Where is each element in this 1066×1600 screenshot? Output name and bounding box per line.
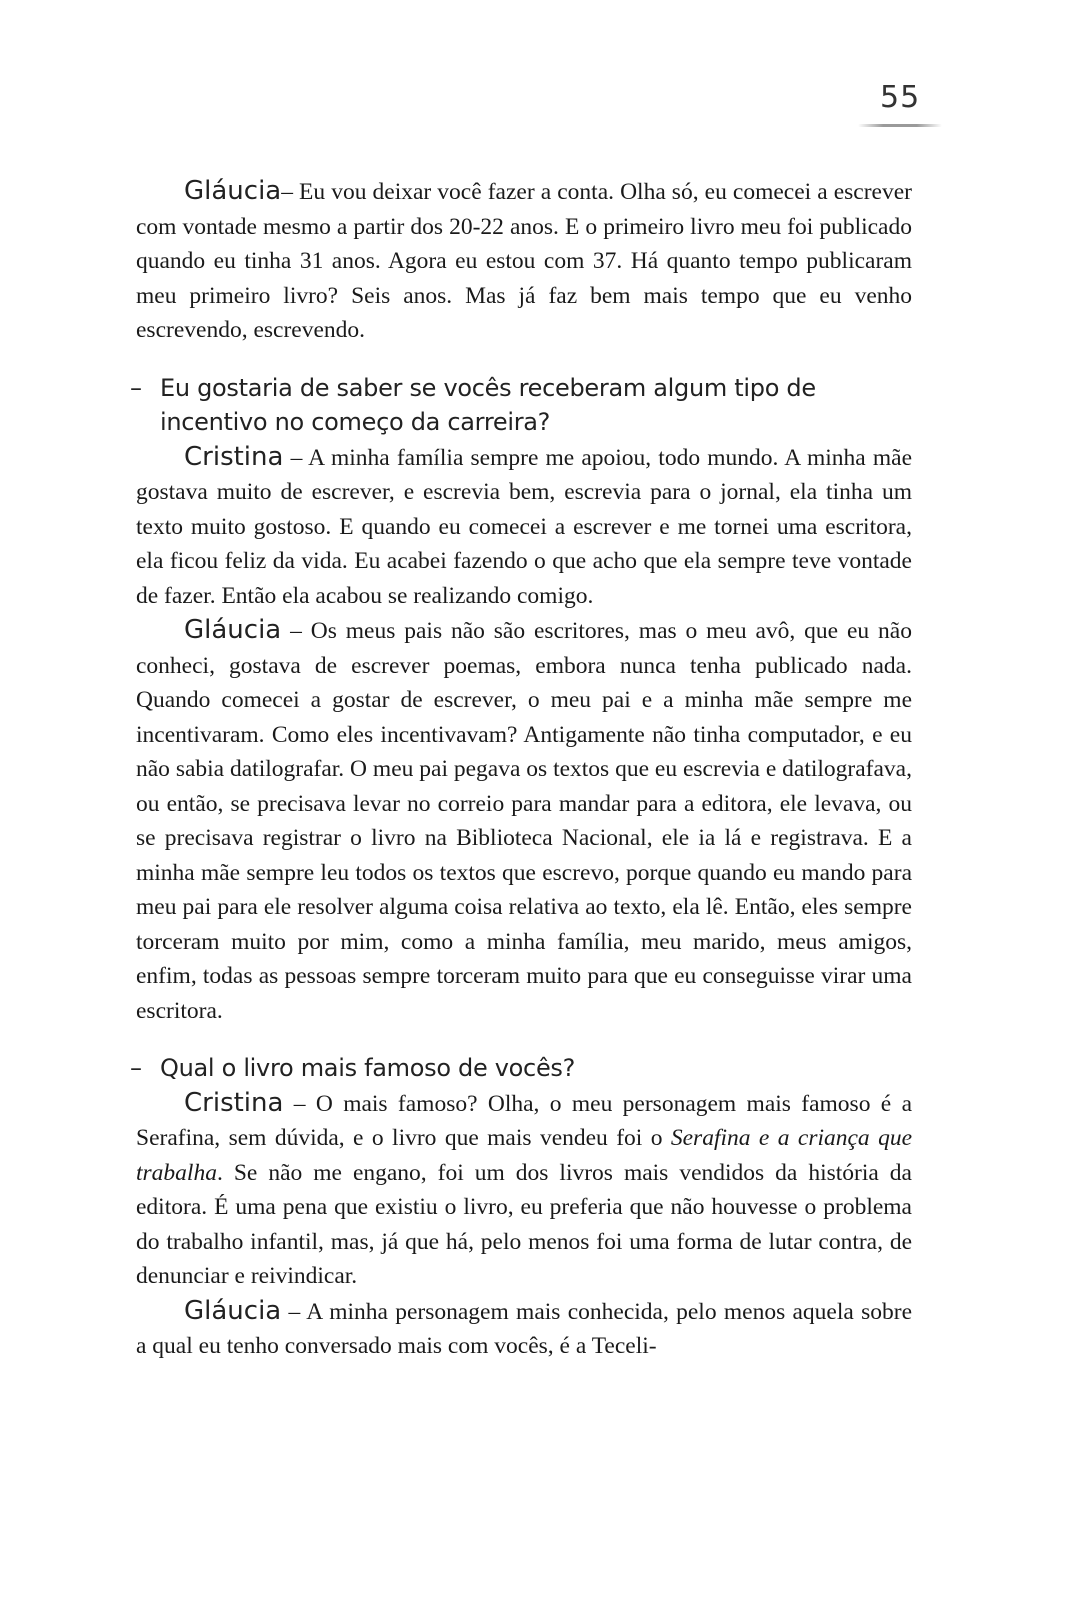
paragraph-text: – Os meus pais não são escritores, mas o meu avô, que eu não conheci, gostava de escrever poemas, embora nunca tenha publicado nada. Quando comecei a gostar de escrever, o meu pai e a minha mãe sempre me incentivaram. Como eles incentivavam? Antigamente não tinha computador, e eu não sabia datilografar. O meu pai pegava os textos que eu escrevia e datilografava, ou então, se precisava levar no correio para mandar para a editora, ele levava, ou se precisava registrar o livro na Biblioteca Nacional, ele ia lá e registrava. E a minha mãe sempre leu todos os textos que escrevo, porque quando eu mando para meu pai para ele resolver alguma coisa relativa ao texto, ela lê. Então, eles sempre torceram muito por mim, como a minha família, meu marido, meus amigos, enfim, todas as pessoas sempre torceram muito para que eu conseguisse virar uma escritora.	[136, 618, 912, 1024]
speaker-name: Gláucia	[184, 176, 282, 206]
page-number: 55	[880, 80, 921, 115]
interview-question-2	[130, 1051, 912, 1086]
paragraph-glaucia-2	[136, 613, 912, 1028]
speaker-name: Gláucia	[184, 1295, 282, 1326]
paragraph-text: – Eu vou deixar você fazer a conta. Olha só, eu comecei a escrever com vontade mesmo a partir dos 20-22 anos. E o primeiro livro meu foi publicado quando eu tinha 31 anos. Agora eu estou com 37. Há quanto tempo publicaram meu primeiro livro? Seis anos. Mas já faz bem mais tempo que eu venho escrevendo, escrevendo.	[136, 179, 912, 343]
interview-question-1	[130, 371, 912, 440]
page-body	[130, 174, 913, 1364]
question-text: Eu gostaria de saber se vocês receberam algum tipo de incentivo no começo da carreira?	[160, 373, 816, 436]
page-number-rule	[858, 124, 942, 127]
paragraph-glaucia-1	[136, 174, 912, 348]
question-dash: –	[130, 373, 142, 402]
speaker-name: Gláucia	[184, 615, 282, 645]
paragraph-cristina-1	[136, 440, 912, 614]
paragraph-text: – O mais famoso? Olha, o meu personagem mais famoso é a Serafina, sem dúvida, e o livro que mais vendeu foi o	[136, 1090, 912, 1151]
paragraph-glaucia-3	[136, 1294, 912, 1364]
paragraph-text: – A minha personagem mais conhecida, pelo menos aquela sobre a qual eu tenho conversado mais com vocês, é a Teceli-	[136, 1298, 912, 1359]
question-dash: –	[130, 1054, 142, 1082]
paragraph-text: . Se não me engano, foi um dos livros mais vendidos da história da editora. É uma pena que existiu o livro, eu preferia que não houvesse o problema do trabalho infantil, mas, já que há, pelo menos foi uma forma de lutar contra, de denunciar e reivindicar.	[136, 1159, 912, 1289]
paragraph-text: – A minha família sempre me apoiou, todo mundo. A minha mãe gostava muito de escrever, e escrevia bem, escrevia para o jornal, ela tinha um texto muito gostoso. E quando eu comecei a escrever e me tornei uma escritora, ela ficou feliz da vida. Eu acabei fazendo o que acho que ela sempre teve vontade de fazer. Então ela acabou se realizando comigo.	[136, 444, 912, 609]
question-text: Qual o livro mais famoso de vocês?	[160, 1054, 576, 1082]
speaker-name: Cristina	[184, 1087, 284, 1118]
paragraph-cristina-2	[136, 1086, 912, 1294]
speaker-name: Cristina	[184, 441, 284, 472]
book-title: Serafina e a criança que trabalha	[136, 1125, 913, 1186]
